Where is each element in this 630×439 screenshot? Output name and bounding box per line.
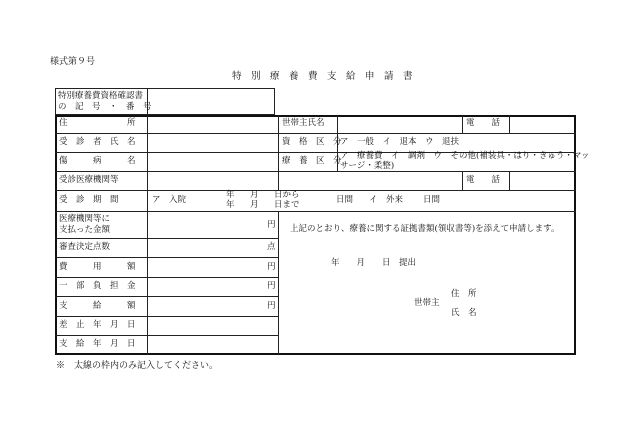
submission-date[interactable]: 年 月 日 提出	[331, 258, 417, 268]
period-to-day: 日まで	[274, 200, 300, 210]
phone-label: 電 話	[466, 118, 501, 128]
paid-amount-label-line2: 支払った金額	[59, 225, 111, 235]
period-from-month: 月	[250, 190, 259, 200]
cert-symbol-label-line2: の 記 号 ・ 番 号	[58, 102, 152, 112]
period-to-year: 年	[226, 200, 235, 210]
cost-category-options-line2[interactable]: サージ・柔整)	[340, 161, 395, 171]
paid-amount-field[interactable]	[148, 212, 277, 237]
form-title: 特 別 療 養 費 支 給 申 請 書	[232, 71, 413, 82]
payment-label: 支 給 額	[59, 301, 136, 311]
period-days-inpatient: 日間	[336, 195, 354, 205]
cert-number-field[interactable]	[148, 89, 274, 114]
application-statement: 上記のとおり、療養に関する証拠書類(領収書等)を添えて申請します。	[290, 224, 560, 234]
applicant-name-label: 氏 名	[451, 308, 477, 318]
head-name-label: 世帯主氏名	[282, 118, 325, 128]
qualification-options[interactable]: ア 一般 イ 退本 ウ 退扶	[340, 137, 460, 147]
paid-amount-label-line1: 医療機関等に	[59, 214, 111, 224]
patient-name-label: 受 診 者 氏 名	[59, 137, 136, 147]
illness-field[interactable]	[148, 153, 277, 170]
cost-category-options-line1[interactable]: ア 療養費 イ 調剤 ウ その他(補装具・はり・きゅう・マッ	[340, 151, 590, 161]
payment-unit: 円	[267, 301, 276, 311]
period-label: 受 診 期 間	[59, 195, 119, 205]
footnote: ※ 太線の枠内のみ記入してください。	[56, 361, 219, 371]
period-outpatient: イ 外来	[369, 195, 404, 205]
form-number: 様式第９号	[50, 57, 96, 67]
qualification-label: 資 格 区 分	[282, 137, 342, 147]
applicant-head-label: 世帯主	[414, 298, 440, 308]
address-field[interactable]	[148, 116, 277, 132]
period-days-outpatient: 日間	[423, 195, 441, 205]
pay-date-label: 支 給 年 月 日	[59, 339, 136, 349]
period-to-month: 月	[250, 200, 259, 210]
facility-field[interactable]	[148, 172, 461, 189]
review-points-label: 審査決定点数	[59, 242, 111, 252]
facility-phone-label: 電 話	[466, 175, 501, 185]
period-inpatient: ア 入院	[152, 195, 187, 205]
facility-label: 受診医療機関等	[59, 175, 119, 185]
period-from-day: 日から	[274, 190, 300, 200]
diff-date-label: 差 止 年 月 日	[59, 320, 136, 330]
phone-field[interactable]	[510, 116, 574, 132]
address-label: 住 所	[59, 118, 136, 128]
patient-name-field[interactable]	[148, 134, 277, 151]
review-points-unit: 点	[267, 242, 276, 252]
period-from-year: 年	[226, 190, 235, 200]
applicant-address-label: 住 所	[451, 289, 477, 299]
illness-label: 傷 病 名	[59, 156, 136, 166]
paid-amount-unit: 円	[267, 220, 276, 230]
head-name-field[interactable]	[338, 116, 461, 132]
cert-symbol-label-line1: 特別療養費資格確認書	[58, 91, 144, 101]
facility-phone-field[interactable]	[510, 172, 574, 189]
cost-category-label: 療 養 区 分	[282, 156, 342, 166]
cost-unit: 円	[267, 262, 276, 272]
cost-label: 費 用 額	[59, 262, 136, 272]
copay-label: 一 部 負 担 金	[59, 281, 136, 291]
copay-unit: 円	[267, 281, 276, 291]
